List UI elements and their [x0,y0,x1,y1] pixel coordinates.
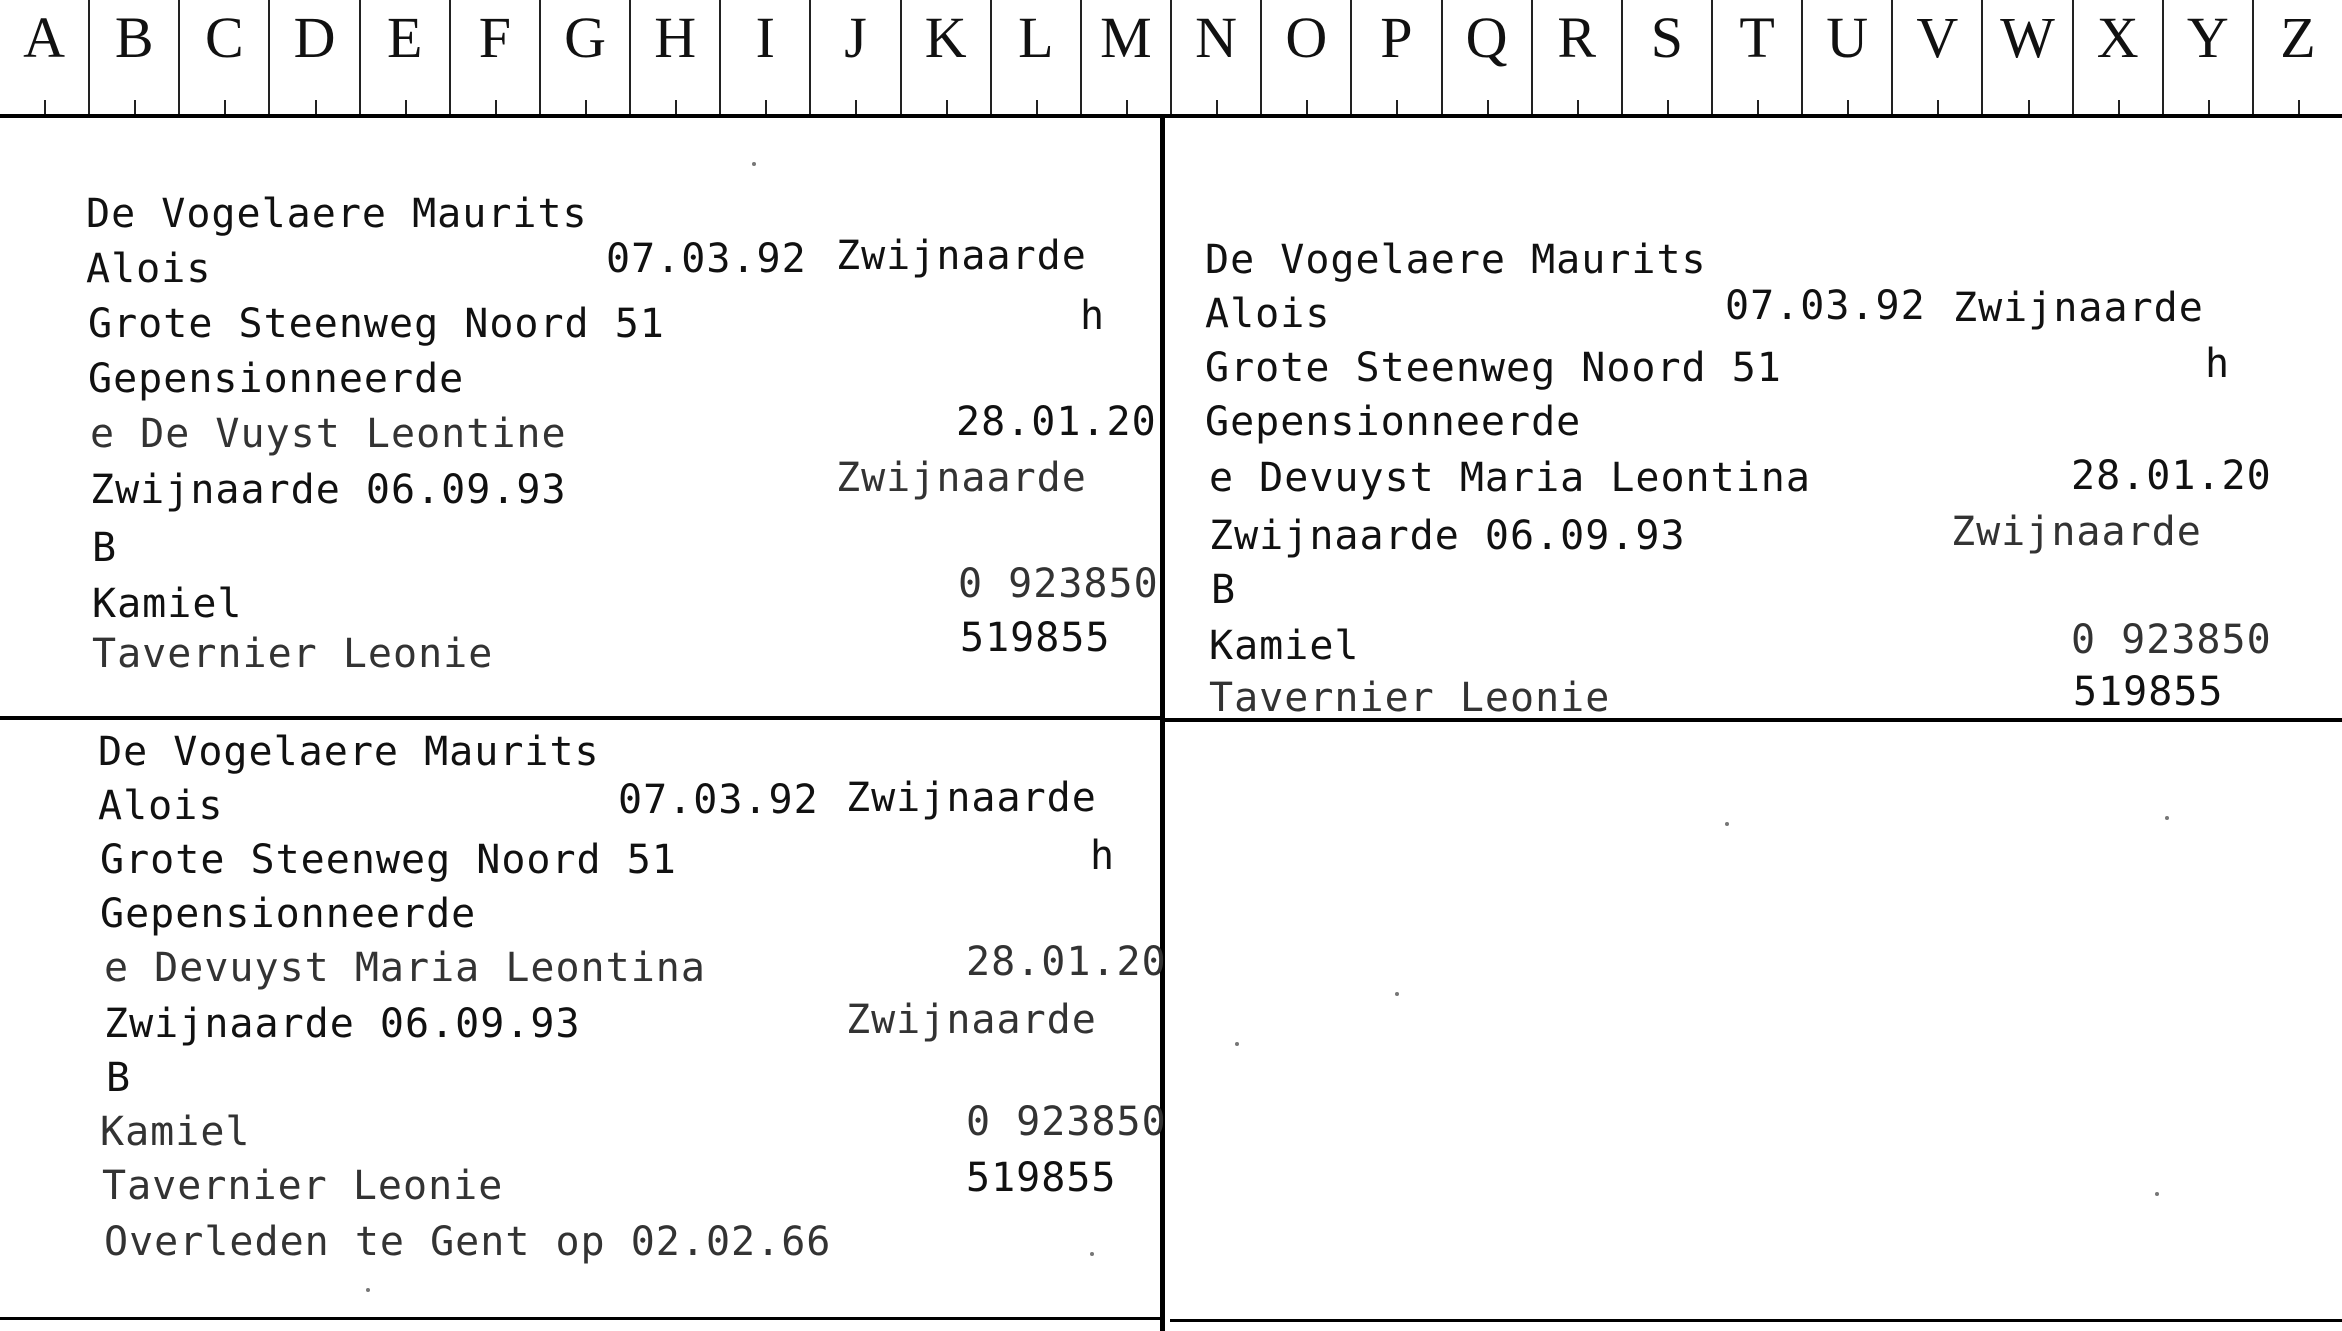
index-letter: P [1350,0,1440,114]
card-marriage-place: Zwijnaarde [836,455,1087,501]
card-father: Kamiel [100,1109,251,1155]
index-letter: W [1981,0,2071,114]
index-letter: H [629,0,719,114]
speck [1090,1252,1094,1256]
record-card [1165,118,2342,721]
horizontal-divider [0,1317,1160,1320]
record-card [0,122,1160,716]
record-card [0,720,1167,1317]
card-birth-place: Zwijnaarde [846,775,1097,821]
speck [2155,1192,2159,1196]
card-marriage: Zwijnaarde 06.09.93 [1209,513,1686,559]
card-surname: De Vogelaere Maurits [98,729,600,775]
card-birth-place: Zwijnaarde [1953,285,2204,331]
card-number: 0 923850 [966,1099,1167,1145]
card-birth-place: Zwijnaarde [836,233,1087,279]
card-marriage: Zwijnaarde 06.09.93 [90,467,567,513]
card-spouse-date: 28.01.20 [956,399,1157,445]
card-mother: Tavernier Leonie [102,1163,504,1209]
card-marriage: Zwijnaarde 06.09.93 [104,1001,581,1047]
card-marker: h [2205,341,2231,387]
index-letter: L [990,0,1080,114]
card-marker: h [1080,293,1106,339]
card-spouse-date: 28.01.20 [966,939,1167,985]
index-letter: T [1711,0,1801,114]
index-letter: Q [1441,0,1531,114]
index-letter: M [1080,0,1170,114]
card-code: B [92,525,118,571]
speck [1235,1042,1239,1046]
index-letter: O [1260,0,1350,114]
index-letter: V [1891,0,1981,114]
index-letter: K [900,0,990,114]
card-surname: De Vogelaere Maurits [1205,237,1707,283]
card-code: B [106,1055,132,1101]
card-birth-date: 07.03.92 [1725,283,1926,329]
card-occupation: Gepensionneerde [1205,399,1582,445]
card-marker: h [1090,833,1116,879]
card-spouse: e De Vuyst Leontine [90,411,567,457]
speck [2165,816,2169,820]
index-letter: C [178,0,268,114]
index-letter: N [1170,0,1260,114]
index-letter: D [268,0,358,114]
card-mother: Tavernier Leonie [1209,675,1611,721]
card-father: Kamiel [1209,623,1360,669]
card-address: Grote Steenweg Noord 51 [100,837,677,883]
card-occupation: Gepensionneerde [88,356,465,402]
card-death-note: Overleden te Gent op 02.02.66 [104,1219,832,1265]
card-marriage-place: Zwijnaarde [1951,509,2202,555]
index-letter: J [809,0,899,114]
index-letter: X [2072,0,2162,114]
card-occupation: Gepensionneerde [100,891,477,937]
card-surname: De Vogelaere Maurits [86,191,588,237]
card-number: 519855 [2073,669,2224,715]
card-number: 519855 [960,615,1111,661]
card-number: 519855 [966,1155,1117,1201]
index-letter: E [359,0,449,114]
index-letter: G [539,0,629,114]
card-number: 0 923850 [958,561,1159,607]
index-letter: I [719,0,809,114]
index-letter: Y [2162,0,2252,114]
index-letter: R [1531,0,1621,114]
card-given-name: Alois [1205,291,1331,337]
speck [1725,822,1729,826]
card-given-name: Alois [98,783,224,829]
card-father: Kamiel [92,581,243,627]
card-marriage-place: Zwijnaarde [846,997,1097,1043]
card-birth-date: 07.03.92 [606,236,807,282]
horizontal-divider [1170,1319,2342,1322]
speck [752,162,756,166]
speck [366,1288,370,1292]
card-address: Grote Steenweg Noord 51 [88,301,665,347]
index-letter: Z [2252,0,2342,114]
index-letter: A [0,0,88,114]
index-letter: S [1621,0,1711,114]
speck [1395,992,1399,996]
alphabet-index [0,0,2342,118]
card-number: 0 923850 [2071,617,2272,663]
card-spouse: e Devuyst Maria Leontina [104,945,706,991]
blank-card [1165,722,2342,1319]
card-mother: Tavernier Leonie [92,631,494,677]
index-letter: B [88,0,178,114]
card-code: B [1211,567,1237,613]
card-given-name: Alois [86,246,212,292]
card-spouse-date: 28.01.20 [2071,453,2272,499]
card-birth-date: 07.03.92 [618,777,819,823]
card-address: Grote Steenweg Noord 51 [1205,345,1782,391]
card-spouse: e Devuyst Maria Leontina [1209,455,1811,501]
index-letter: F [449,0,539,114]
index-letter: U [1801,0,1891,114]
